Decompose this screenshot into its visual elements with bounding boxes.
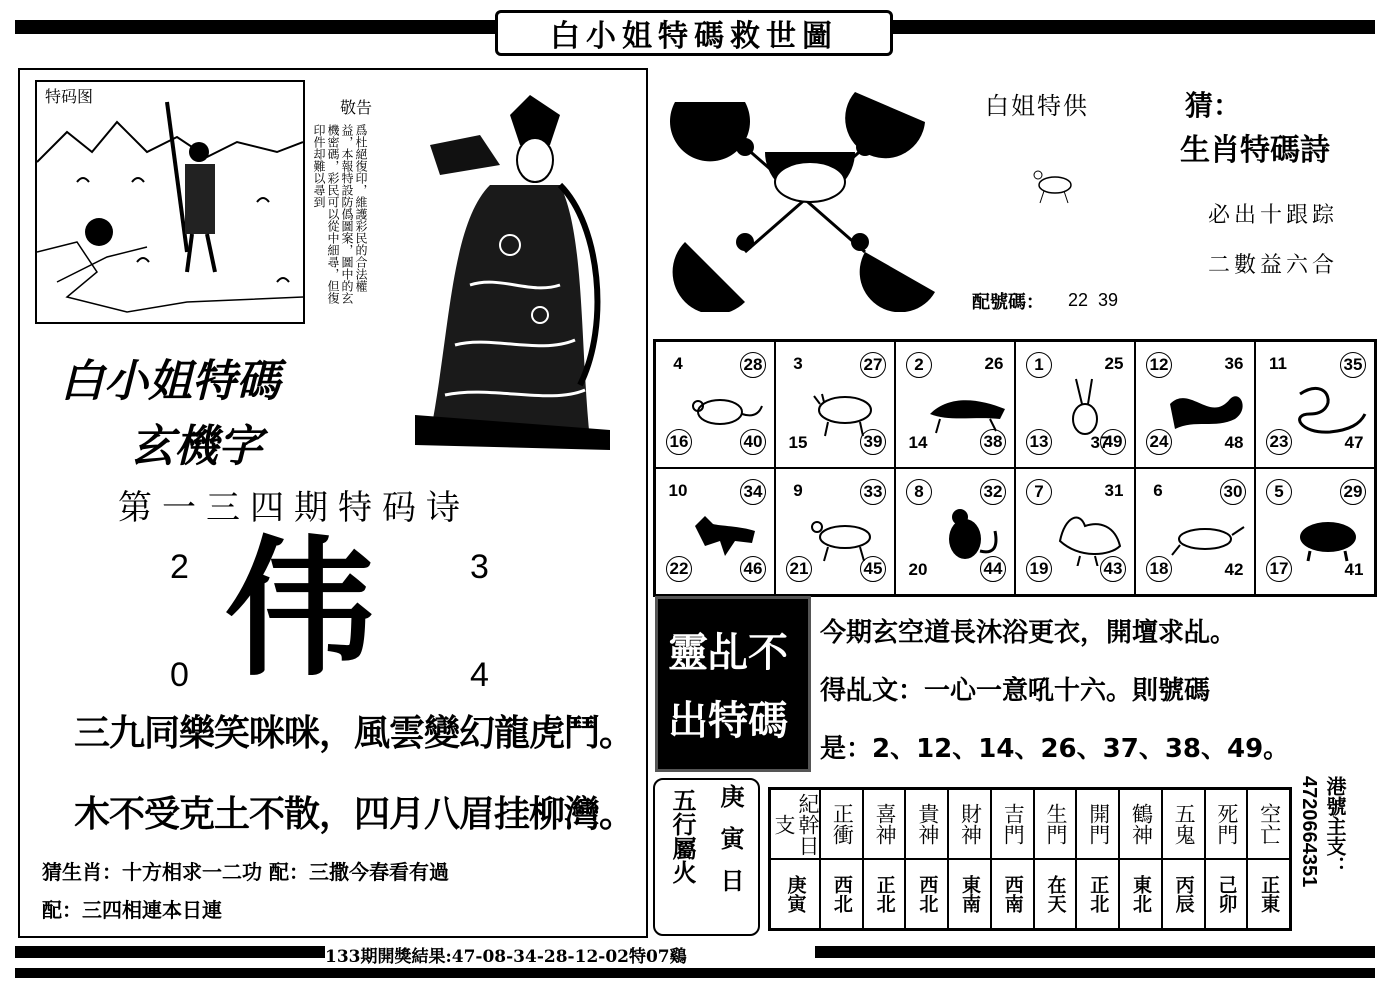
almanac-header: 紀幹日支: [770, 789, 820, 859]
landscape-illustration: [37, 82, 303, 322]
zodiac-number: 46: [740, 556, 766, 582]
horse-icon: [680, 501, 775, 566]
oracle-box-line-1: 靈乩不: [668, 630, 788, 676]
zodiac-cell: [775, 468, 895, 595]
almanac-header: 正衝: [820, 789, 863, 859]
zodiac-cell: [1135, 341, 1255, 468]
guess-pair-line: 配：三四相連本日連: [42, 898, 222, 922]
zodiac-number: 8: [906, 479, 932, 505]
footer-bar-2: [15, 968, 1375, 978]
mystery-character: 伟: [225, 523, 376, 697]
rat-icon: [680, 374, 775, 439]
zodiac-cell: [655, 341, 775, 468]
almanac-value: 正東: [1247, 859, 1290, 929]
notice-line: 本報特設防僞圖案，圖中的玄機密碼: [326, 124, 354, 304]
zodiac-number: 11: [1269, 354, 1287, 373]
zodiac-cell: [895, 468, 1015, 595]
title-special-code: 白小姐特碼: [60, 356, 280, 407]
poem-line-1: 三九同樂笑咪咪，風雲變幻龍虎鬥。: [74, 713, 635, 754]
zodiac-number: 13: [1026, 429, 1052, 455]
zodiac-number: 44: [980, 556, 1006, 582]
deity-figure-illustration: [410, 85, 620, 455]
title-mystery-word: 玄機字: [130, 421, 262, 472]
zodiac-cell: [1255, 468, 1375, 595]
zodiac-number: 21: [786, 556, 812, 582]
almanac-table: [768, 787, 1292, 931]
phone-number: 4720664351: [1298, 776, 1320, 888]
zodiac-number: 40: [740, 429, 766, 455]
almanac-value: 正北: [1076, 859, 1119, 929]
zodiac-number: 6: [1153, 481, 1163, 500]
zodiac-number: 1: [1026, 352, 1052, 378]
oracle-line-1: 今期玄空道長沐浴更衣，開壇求乩。: [820, 618, 1237, 648]
digit-bottom-left: 0: [170, 656, 189, 694]
zodiac-number: 9: [793, 481, 803, 500]
zodiac-cell: [775, 341, 895, 468]
zodiac-cell: [1015, 341, 1135, 468]
zodiac-number: 14: [908, 433, 928, 452]
tiger-icon: [920, 374, 1015, 439]
snake-icon: [1280, 374, 1375, 439]
digit-bottom-right: 4: [470, 656, 489, 694]
zodiac-number: 16: [666, 429, 692, 455]
almanac-header: 貴神: [905, 789, 948, 859]
zodiac-cross-diagram: [665, 82, 945, 312]
zodiac-cell: [895, 341, 1015, 468]
zodiac-number: 18: [1146, 556, 1172, 582]
zodiac-number: 45: [860, 556, 886, 582]
almanac-value: 西北: [820, 859, 863, 929]
zodiac-number: 37: [1090, 433, 1110, 452]
zodiac-number-grid: [653, 339, 1377, 597]
zodiac-number: 39: [860, 429, 886, 455]
special-code-picture: [35, 80, 305, 324]
zodiac-number: 2: [906, 352, 932, 378]
oracle-line-3: 是：2、12、14、26、37、38、49。: [820, 734, 1290, 764]
almanac-value: 東北: [1119, 859, 1162, 929]
digit-top-right: 3: [470, 548, 489, 586]
almanac-header: 財神: [948, 789, 991, 859]
zodiac-number: 5: [1266, 479, 1292, 505]
notice-text: [312, 124, 368, 314]
ox-icon: [800, 374, 895, 439]
zodiac-number: 38: [980, 429, 1006, 455]
zodiac-number: 33: [860, 479, 886, 505]
pig-icon: [1280, 501, 1375, 566]
almanac-header: 開門: [1076, 789, 1119, 859]
almanac-header: 吉門: [991, 789, 1034, 859]
almanac-value: 己卯: [1205, 859, 1248, 929]
zodiac-number: 20: [908, 560, 928, 579]
almanac-header: 空亡: [1247, 789, 1290, 859]
notice-line: ，彩民可以從中細尋，但復印件却難: [312, 124, 340, 304]
notice-line: 爲杜絕復印，維護彩民的合法權益，: [340, 124, 368, 292]
five-elements-box: [653, 778, 760, 936]
zodiac-number: 47: [1344, 433, 1364, 452]
zodiac-poem-title: 生肖特碼詩: [1180, 133, 1330, 168]
zodiac-number: 23: [1266, 429, 1292, 455]
almanac-header: 死門: [1205, 789, 1248, 859]
dragon-icon: [1160, 374, 1255, 439]
notice-heading: 敬告: [340, 98, 373, 117]
five-elements-text: 五行屬火: [668, 788, 697, 884]
rabbit-icon: [1040, 374, 1135, 439]
zodiac-number: 22: [666, 556, 692, 582]
oracle-box-line-2: 出特碼: [668, 698, 788, 744]
zodiac-number: 42: [1224, 560, 1244, 579]
almanac-header: 五鬼: [1162, 789, 1205, 859]
poem-line-2: 木不受克土不散，四月八眉挂柳灣。: [74, 794, 635, 835]
zodiac-number: 19: [1026, 556, 1052, 582]
zodiac-number: 49: [1100, 429, 1126, 455]
zodiac-number: 17: [1266, 556, 1292, 582]
oracle-line-2: 得乩文：一心一意吼十六。則號碼: [820, 676, 1211, 706]
zodiac-number: 15: [788, 433, 808, 452]
zodiac-number: 36: [1224, 354, 1244, 373]
almanac-value: 西北: [905, 859, 948, 929]
zodiac-number: 34: [740, 479, 766, 505]
zodiac-number: 7: [1026, 479, 1052, 505]
zodiac-number: 30: [1220, 479, 1246, 505]
almanac-header: 生門: [1034, 789, 1077, 859]
almanac-header: 喜神: [863, 789, 906, 859]
zodiac-number: 25: [1104, 354, 1124, 373]
oracle-box: [655, 596, 811, 772]
zodiac-number: 26: [984, 354, 1004, 373]
issue-poem-title: 第一三四期特码诗: [118, 488, 470, 528]
phone-info: [1300, 776, 1350, 926]
page-title: 白小姐特碼救世圖: [495, 10, 893, 56]
zodiac-number: 12: [1146, 352, 1172, 378]
zodiac-number: 29: [1340, 479, 1366, 505]
almanac-value: 丙辰: [1162, 859, 1205, 929]
dog-icon: [1160, 501, 1255, 566]
almanac-header: 鶴神: [1119, 789, 1162, 859]
phone-label: 港號主支：: [1323, 776, 1347, 876]
zodiac-number: 32: [980, 479, 1006, 505]
notice-line: 以尋到: [312, 172, 326, 208]
zodiac-number: 41: [1344, 560, 1364, 579]
almanac-value: 正北: [863, 859, 906, 929]
zodiac-number: 10: [668, 481, 688, 500]
pair-code-values: 22 39: [1068, 290, 1119, 310]
zodiac-number: 35: [1340, 352, 1366, 378]
pair-code-label: 配號碼：: [972, 292, 1044, 313]
zodiac-number: 3: [793, 354, 803, 373]
last-draw-result: 133期開獎結果:47-08-34-28-12-02特07鷄: [325, 942, 815, 964]
zodiac-cell: [1015, 468, 1135, 595]
rooster-icon: [1040, 501, 1135, 566]
almanac-value: 庚寅: [770, 859, 820, 929]
poem-hint-2: 二數益六合: [1208, 253, 1339, 278]
zodiac-number: 43: [1100, 556, 1126, 582]
zodiac-number: 24: [1146, 429, 1172, 455]
almanac-value: 在天: [1034, 859, 1077, 929]
goat-icon: [800, 501, 895, 566]
zodiac-cell: [1255, 341, 1375, 468]
day-stem-branch: 庚寅日: [716, 784, 745, 910]
zodiac-number: 31: [1104, 481, 1124, 500]
scene-caption: 特码图: [45, 87, 94, 106]
poem-hint-1: 必出十跟踪: [1208, 203, 1339, 228]
zodiac-cell: [1135, 468, 1255, 595]
goat-sketch-icon: [1030, 165, 1080, 205]
zodiac-number: 48: [1224, 433, 1244, 452]
monkey-icon: [920, 501, 1015, 566]
zodiac-cell: [655, 468, 775, 595]
guess-label: 猜：: [1185, 89, 1242, 122]
zodiac-number: 27: [860, 352, 886, 378]
guess-zodiac-line: 猜生肖：十方相求一二功 配：三撒今春看有過: [42, 860, 449, 884]
zodiac-number: 28: [740, 352, 766, 378]
almanac-value: 東南: [948, 859, 991, 929]
provided-by: 白姐特供: [985, 92, 1089, 120]
digit-top-left: 2: [170, 548, 189, 586]
almanac-value: 西南: [991, 859, 1034, 929]
zodiac-number: 4: [673, 354, 683, 373]
